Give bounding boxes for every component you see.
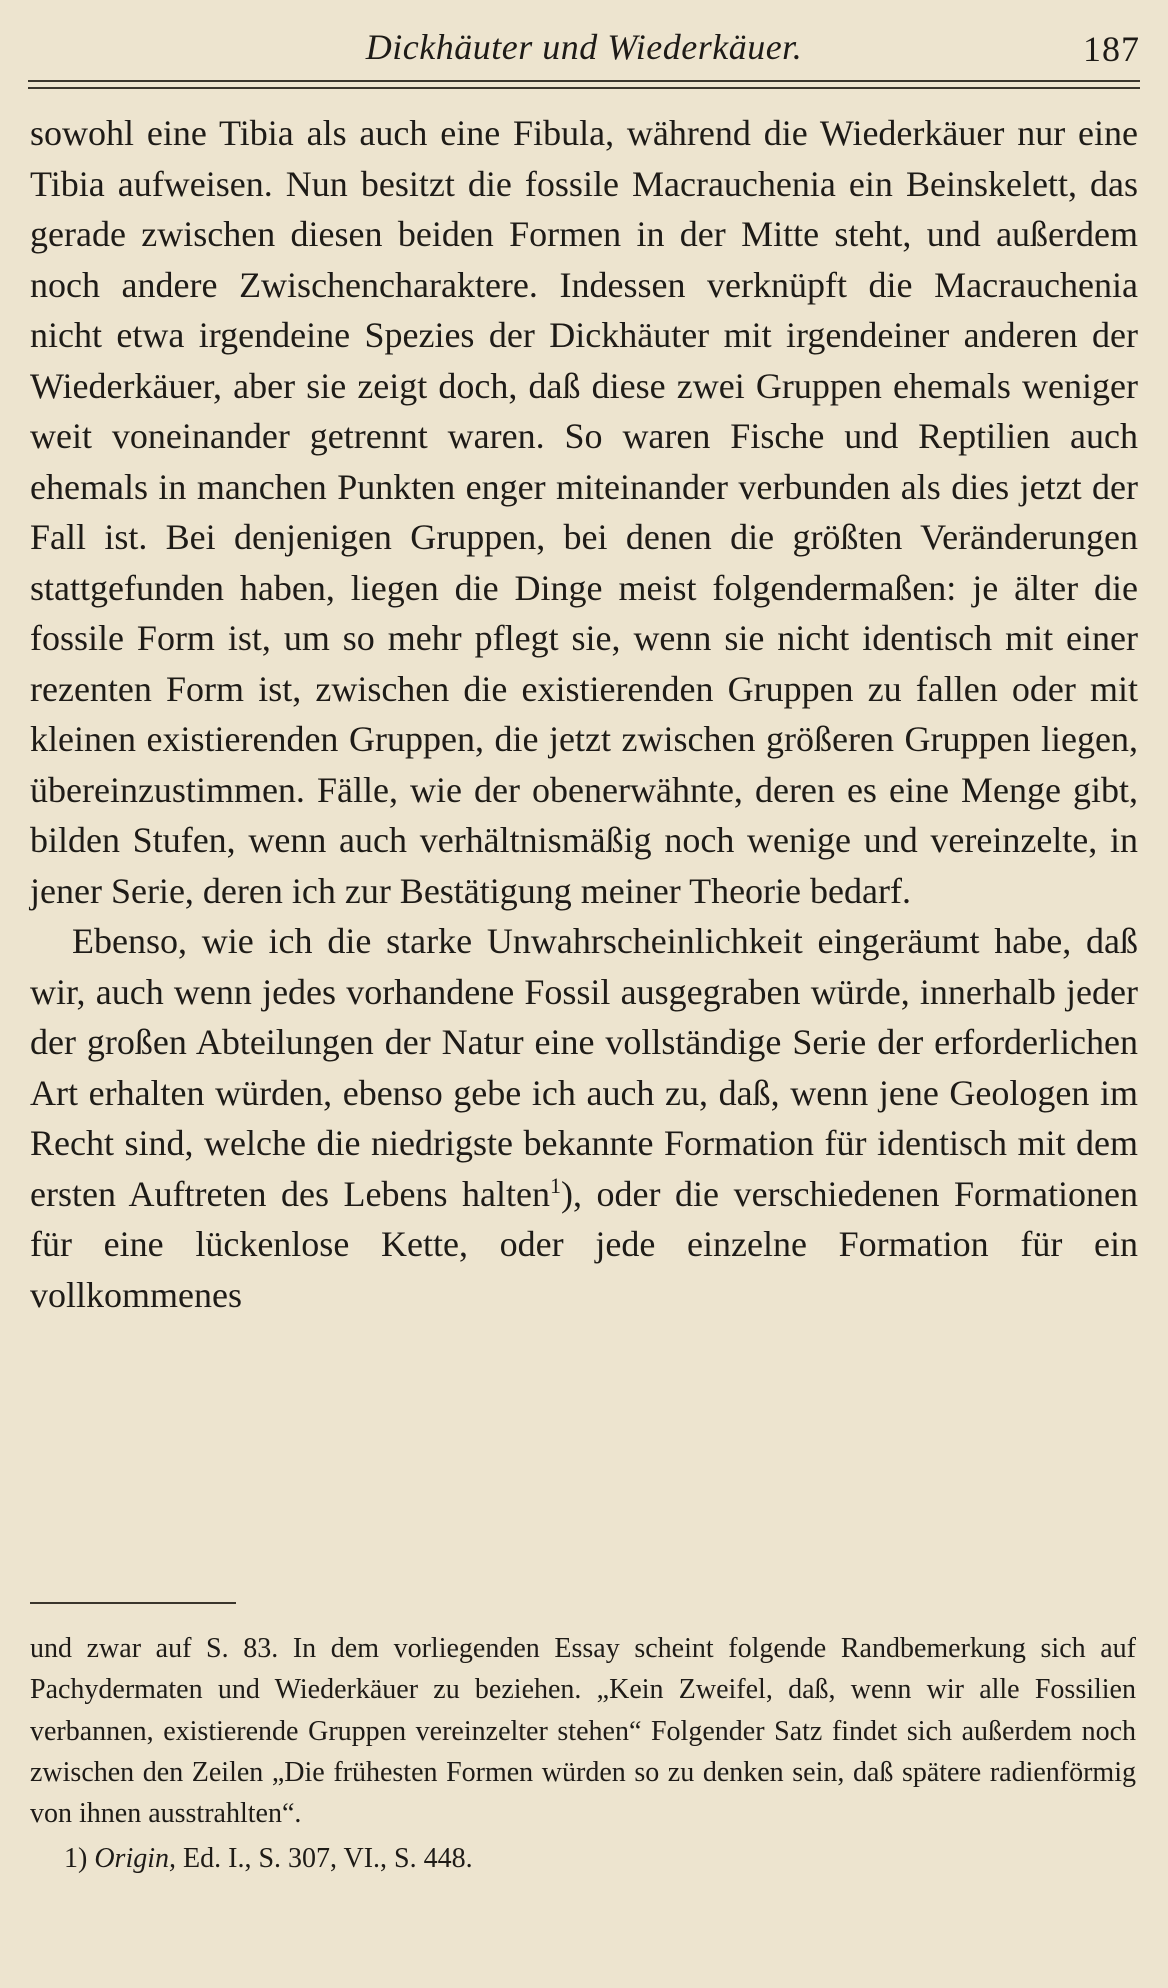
header-rule-bottom xyxy=(28,87,1140,89)
body-paragraph-2 xyxy=(30,916,1138,1320)
footnote-marker: 1 xyxy=(550,1172,561,1198)
footnote-1-title: Origin, xyxy=(94,1843,177,1875)
footnote-area xyxy=(30,1628,1136,1880)
footnote-separator xyxy=(30,1602,236,1604)
paragraph-2-text-a: Ebenso, wie ich die starke Unwahrscheinlichkeit eingeräumt habe, daß wir, auch wenn jedes vorhandene Fossil ausgegraben würde, innerhalb jeder der großen Abteilungen der Natur eine vollständige Serie der erforderlichen Art erhalten würden, ebenso gebe ich auch zu, daß, wenn jene Geologen im Recht sind, welche die niedrigste bekannte Formation für identisch mit dem ersten Auftreten des Lebens halten xyxy=(30,921,1138,1214)
footnote-1-marker: 1) xyxy=(64,1843,88,1875)
footnote-1 xyxy=(30,1838,1136,1879)
footnote-1-details: Ed. I., S. 307, VI., S. 448. xyxy=(183,1843,473,1875)
body-paragraph-1: sowohl eine Tibia als auch eine Fibula, während die Wiederkäuer nur eine Tibia aufweisen. Nun besitzt die fossile Macrauchenia ein Beinskelett, das gerade zwischen diesen beiden Formen in der Mitte steht, und außerdem noch andere Zwischencharaktere. Indessen verknüpft die Macrauchenia nicht etwa irgendeine Spezies der Dickhäuter mit irgendeiner anderen der Wiederkäuer, aber sie zeigt doch, daß diese zwei Gruppen ehemals weniger weit voneinander getrennt waren. So waren Fische und Reptilien auch ehemals in manchen Punkten enger miteinander verbunden als dies jetzt der Fall ist. Bei denjenigen Gruppen, bei denen die größten Veränderungen stattgefunden haben, liegen die Dinge meist folgendermaßen: je älter die fossile Form ist, um so mehr pflegt sie, wenn sie nicht identisch mit einer rezenten Form ist, zwischen die existierenden Gruppen zu fallen oder mit kleinen existierenden Gruppen, die jetzt zwischen größeren Gruppen liegen, übereinzustimmen. Fälle, wie der obenerwähnte, deren es eine Menge gibt, bilden Stufen, wenn auch verhältnismäßig noch wenige und vereinzelte, in jener Serie, deren ich zur Bestätigung meiner Theorie bedarf. xyxy=(30,113,1138,911)
body-text xyxy=(30,108,1138,1320)
paragraph-2-text-b: ), oder die verschiedenen Formationen für eine lückenlose Kette, oder jede einzelne Formation für ein vollkommenes xyxy=(30,1173,1138,1315)
footnote-continued: und zwar auf S. 83. In dem vorliegenden Essay scheint folgende Randbemerkung sich auf Pachydermaten und Wiederkäuer zu beziehen. „Kein Zweifel, daß, wenn wir alle Fossilien verbannen, existierende Gruppen vereinzelter stehen“ Folgender Satz findet sich außerdem noch zwischen den Zeilen „Die frühesten Formen würden so zu denken sein, daß spätere radienförmig von ihnen ausstrahlten“. xyxy=(30,1633,1136,1830)
page-number: 187 xyxy=(1083,29,1140,69)
running-head xyxy=(28,24,1140,74)
running-title: Dickhäuter und Wiederkäuer. xyxy=(365,27,803,67)
header-rule-top xyxy=(28,80,1140,82)
